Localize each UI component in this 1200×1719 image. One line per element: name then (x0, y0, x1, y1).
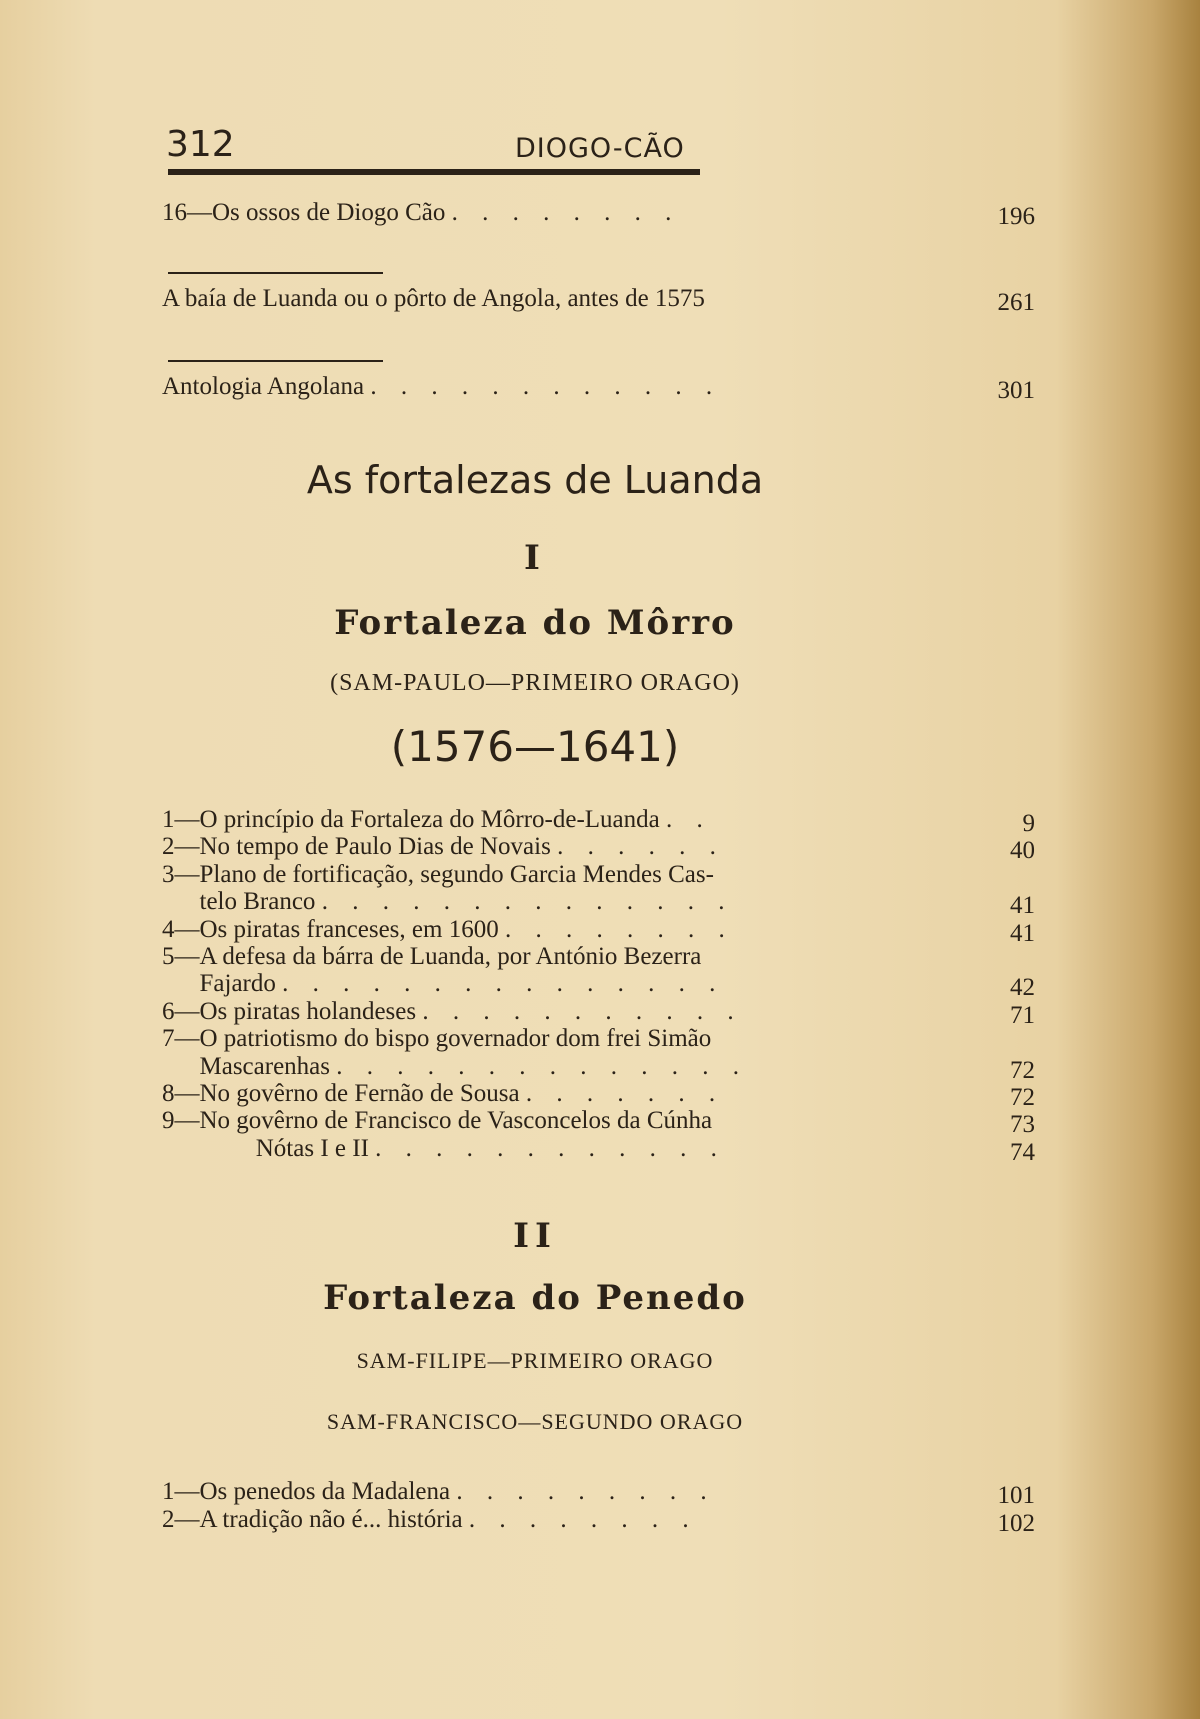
toc-entry (162, 1053, 748, 1081)
divider (168, 360, 383, 362)
part-dates: (1576—1641) (390, 722, 680, 771)
entry-title: Antologia Angolana (162, 373, 365, 400)
leader-dots: . . . . . . . . . . . . (375, 1135, 726, 1162)
divider (168, 272, 383, 274)
entry-page-number: 72 (1010, 1057, 1035, 1084)
toc-entry (162, 1025, 711, 1053)
entry-page-number: 101 (997, 1482, 1035, 1509)
toc-entry (162, 806, 712, 834)
entry-page-number: 41 (1010, 892, 1035, 919)
leader-dots: . . . . . . . . (504, 916, 734, 943)
entry-title: 8—No govêrno de Fernão de Sousa (162, 1080, 520, 1107)
leader-dots: . . . . . . . . . . . . . . (336, 1053, 748, 1080)
part-number: II (513, 1216, 557, 1256)
entry-title: 7—O patriotismo do bispo governador dom frei Simão (162, 1025, 712, 1052)
entry-page-number: 301 (997, 377, 1035, 404)
entry-page-number: 261 (997, 289, 1035, 316)
page-number: 312 (166, 124, 235, 165)
toc-entry (162, 833, 725, 861)
entry-title: 2—A tradição não é... história (162, 1506, 463, 1533)
entry-title: 9—No govêrno de Francisco de Vasconcelos da Cúnha (162, 1107, 713, 1134)
toc-entry (162, 888, 733, 916)
entry-page-number: 74 (1010, 1139, 1035, 1166)
entry-page-number: 73 (1010, 1111, 1035, 1138)
entry-page-number: 9 (1022, 810, 1035, 837)
entry-page-number: 196 (997, 203, 1035, 230)
leader-dots: . . . . . . (557, 833, 725, 860)
entry-title: 6—Os piratas holandeses (162, 998, 417, 1025)
toc-entry (162, 373, 721, 401)
leader-dots: . . . . . . . (525, 1080, 725, 1107)
leader-dots: . . (666, 806, 712, 833)
toc-entry (162, 1080, 724, 1108)
entry-title: Fajardo (162, 970, 276, 997)
entry-title: Mascarenhas (162, 1053, 330, 1080)
entry-page-number: 102 (997, 1510, 1035, 1537)
toc-entry (162, 970, 724, 998)
entry-page-number: 72 (1010, 1084, 1035, 1111)
leader-dots: . . . . . . . . . . . (422, 998, 743, 1025)
leader-dots: . . . . . . . . . (456, 1478, 716, 1505)
part-subtitle: SAM-FRANCISCO—SEGUNDO ORAGO (326, 1409, 744, 1434)
leader-dots: . . . . . . . . . . . . (370, 373, 722, 400)
entry-title: telo Branco (162, 888, 316, 915)
toc-entry (162, 916, 734, 944)
entry-title: 1—Os penedos da Madalena (162, 1478, 451, 1505)
leader-dots: . . . . . . . . (451, 199, 681, 226)
toc-entry (162, 861, 714, 889)
running-title: DIOGO-CÃO (515, 133, 685, 164)
entry-title: 16—Os ossos de Diogo Cão (162, 199, 446, 226)
section-title: As fortalezas de Luanda (306, 458, 764, 502)
part-subtitle: (SAM-PAULO—PRIMEIRO ORAGO) (330, 670, 740, 696)
toc-entry (162, 1135, 726, 1163)
part-heading: Fortaleza do Môrro (334, 603, 736, 643)
leader-dots: . . . . . . . . (468, 1506, 698, 1533)
toc-entry (162, 998, 743, 1026)
entry-title: 4—Os piratas franceses, em 1600 (162, 916, 499, 943)
entry-page-number: 42 (1010, 974, 1035, 1001)
entry-title: 2—No tempo de Paulo Dias de Novais (162, 833, 551, 860)
toc-entry (162, 1506, 698, 1534)
part-number: I (524, 538, 546, 578)
header-rule (168, 169, 700, 175)
entry-title: 3—Plano de fortificação, segundo Garcia Mendes Cas- (162, 861, 714, 888)
entry-page-number: 40 (1010, 837, 1035, 864)
leader-dots: . . . . . . . . . . . . . . . (282, 970, 725, 997)
entry-page-number: 71 (1010, 1002, 1035, 1029)
entry-page-number: 41 (1010, 920, 1035, 947)
entry-title: 1—O princípio da Fortaleza do Môrro-de-Luanda (162, 806, 660, 833)
entry-title: Nótas I e II (162, 1135, 369, 1162)
toc-entry (162, 943, 701, 971)
toc-entry (162, 1107, 712, 1135)
leader-dots: . . . . . . . . . . . . . . (321, 888, 734, 915)
toc-entry (162, 1478, 716, 1506)
part-subtitle: SAM-FILIPE—PRIMEIRO ORAGO (356, 1348, 714, 1373)
entry-title: 5—A defesa da bárra de Luanda, por António Bezerra (162, 943, 702, 970)
toc-entry (162, 285, 705, 313)
entry-title: A baía de Luanda ou o pôrto de Angola, antes de 1575 (162, 285, 705, 312)
toc-entry (162, 199, 680, 227)
part-heading: Fortaleza do Penedo (323, 1278, 747, 1318)
